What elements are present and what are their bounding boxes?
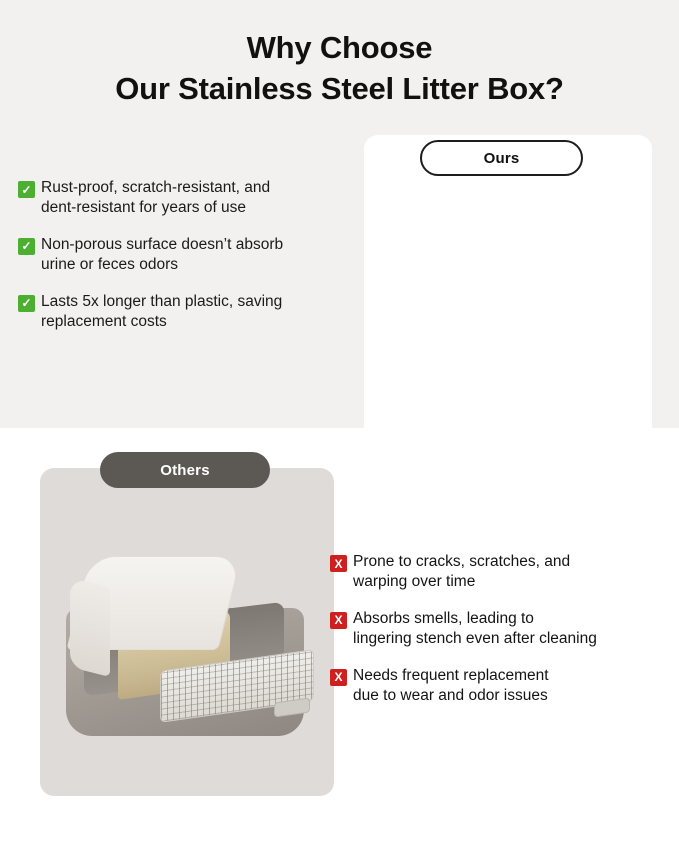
check-icon: ✓ [18,238,35,255]
check-icon: ✓ [18,295,35,312]
page-title [0,28,679,110]
benefit-line-2: replacement costs [41,313,167,331]
list-item [18,292,348,333]
drawback-line-2: warping over time [353,573,476,591]
drawback-line-1: Absorbs smells, leading to [353,609,534,627]
benefit-line-1: Rust-proof, scratch-resistant, and [41,179,271,196]
list-item [330,609,662,650]
benefit-text [41,292,282,333]
drawback-text [353,666,549,707]
page-title-line-1: Why Choose [246,30,433,65]
benefit-line-1: Lasts 5x longer than plastic, saving [41,292,283,310]
x-icon: X [330,612,347,629]
ours-label-badge: Ours [420,140,583,176]
ours-product-panel [364,135,652,488]
benefit-line-2: urine or feces odors [41,256,178,274]
drawback-line-2: lingering stench even after cleaning [353,630,597,648]
others-label-badge: Others [100,452,270,488]
list-item [330,552,662,593]
x-icon: X [330,555,347,572]
drawback-text [353,609,597,650]
page-title-line-2: Our Stainless Steel Litter Box? [115,70,564,106]
benefit-text [41,235,283,276]
list-item [18,235,348,276]
list-item [18,178,348,219]
plastic-litter-box-image [56,548,324,760]
drawback-text [353,552,570,593]
drawback-line-1: Needs frequent replacement [353,666,549,684]
benefit-line-1: Non-porous surface doesn’t absorb [41,235,284,253]
benefit-text [41,178,270,219]
drawback-line-1: Prone to cracks, scratches, and [353,553,571,570]
others-drawbacks-list [330,552,662,723]
x-icon: X [330,669,347,686]
drawback-line-2: due to wear and odor issues [353,687,548,705]
list-item [330,666,662,707]
plastic-box-side-wall [70,577,110,677]
check-icon: ✓ [18,181,35,198]
benefit-line-2: dent-resistant for years of use [41,199,247,217]
ours-benefits-list [18,178,348,349]
